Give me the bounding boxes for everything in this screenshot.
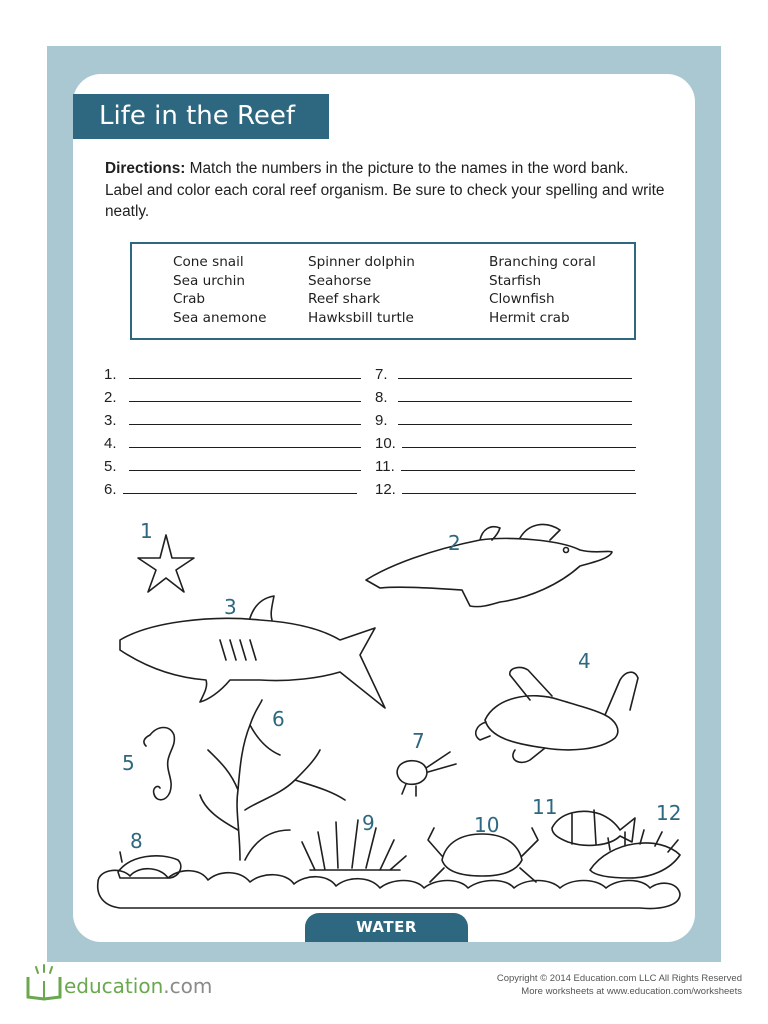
clownfish-drawing <box>552 810 635 845</box>
shark-drawing <box>120 596 385 708</box>
picture-label-1: 1 <box>140 519 153 543</box>
picture-label-3: 3 <box>224 595 237 619</box>
word-bank-column-2 <box>308 253 415 327</box>
copyright-line: Copyright © 2014 Education.com LLC All Rights Reserved <box>496 973 742 984</box>
education-logo[interactable] <box>64 974 212 998</box>
sea-anemone-drawing <box>590 830 680 878</box>
page-title: Life in the Reef <box>73 94 329 139</box>
copyright-footer <box>497 972 742 998</box>
answer-blank-6[interactable]: 6. <box>104 479 357 499</box>
answer-blank-12[interactable]: 12. <box>375 479 636 499</box>
word-bank-item: Reef shark <box>308 291 381 308</box>
word-bank-item: Sea anemone <box>173 309 267 326</box>
word-bank <box>130 242 636 340</box>
answer-blank-2[interactable]: 2. <box>104 387 361 407</box>
picture-label-2: 2 <box>448 531 461 555</box>
answer-blank-8[interactable]: 8. <box>375 387 632 407</box>
word-bank-column-3 <box>489 253 596 327</box>
rocks-drawing <box>98 869 680 909</box>
directions <box>105 158 665 223</box>
word-bank-item: Sea urchin <box>173 272 246 289</box>
logo-name: education <box>64 974 164 998</box>
picture-label-9: 9 <box>362 811 375 835</box>
turtle-drawing <box>476 668 638 763</box>
word-bank-item: Seahorse <box>308 272 372 289</box>
word-bank-item: Spinner dolphin <box>308 254 415 270</box>
picture-label-12: 12 <box>656 801 682 825</box>
logo-suffix: .com <box>163 974 213 998</box>
sea-urchin-drawing <box>302 820 406 870</box>
answer-blank-5[interactable]: 5. <box>104 456 361 476</box>
word-bank-column-1 <box>173 253 267 327</box>
hermit-crab-drawing <box>397 752 456 796</box>
answer-blank-11[interactable]: 11. <box>375 456 635 476</box>
picture-label-8: 8 <box>130 829 143 853</box>
answer-blank-10[interactable]: 10. <box>375 433 636 453</box>
category-tab: WATER <box>305 913 468 942</box>
picture-label-10: 10 <box>474 813 500 837</box>
picture-label-6: 6 <box>272 707 285 731</box>
answer-blank-3[interactable]: 3. <box>104 410 361 430</box>
book-leaf-icon <box>24 963 64 1003</box>
directions-label: Directions: <box>105 160 186 177</box>
reef-illustration <box>90 510 690 920</box>
word-bank-item: Cone snail <box>173 254 244 270</box>
picture-label-4: 4 <box>578 649 591 673</box>
picture-label-11: 11 <box>532 795 558 819</box>
word-bank-item: Hawksbill turtle <box>308 309 414 326</box>
answer-blank-4[interactable]: 4. <box>104 433 361 453</box>
starfish-drawing <box>138 535 194 592</box>
picture-label-5: 5 <box>122 751 135 775</box>
more-worksheets-link[interactable]: More worksheets at www.education.com/worksheets <box>521 986 742 997</box>
seahorse-drawing <box>144 728 174 800</box>
picture-label-7: 7 <box>412 729 425 753</box>
word-bank-item: Hermit crab <box>489 309 570 326</box>
answer-blank-7[interactable]: 7. <box>375 364 632 384</box>
dolphin-eye <box>564 548 569 553</box>
word-bank-item: Crab <box>173 291 206 308</box>
directions-text: Match the numbers in the picture to the names in the word bank. Label and color each coral reef organism. Be sure to check your spelling and write neatly. <box>105 160 665 220</box>
word-bank-item: Clownfish <box>489 291 555 308</box>
answer-blank-1[interactable]: 1. <box>104 364 361 384</box>
word-bank-item: Branching coral <box>489 254 596 270</box>
dolphin-drawing <box>366 524 612 606</box>
word-bank-item: Starfish <box>489 272 542 289</box>
answer-blank-9[interactable]: 9. <box>375 410 632 430</box>
